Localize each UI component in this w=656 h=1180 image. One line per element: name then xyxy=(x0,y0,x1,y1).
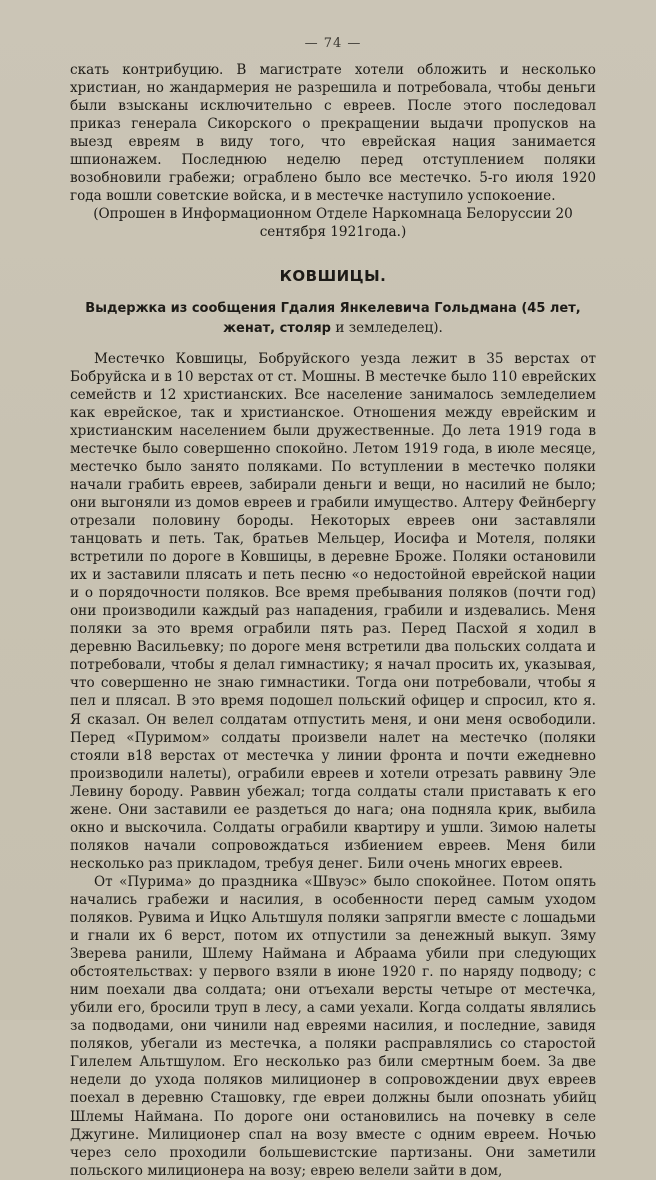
section-heading: КОВШИЦЫ. xyxy=(279,267,387,286)
intro-paragraph: скать контрибуцию. В магистрате хотели обложить и несколько христиан, но жандармерия не разрешила и потребовала, чтобы деньги были взысканы исключительно с евреев. После этого последовал приказ генерала Сикорского о прекращении выдачи пропусков на выезд евреям в виду того, что еврейская нация занимается шпионажем. Последнюю неделю перед отступлением поляки возобновили грабежи; ограблено было все местечко. 5-го июля 1920 года вошли советские войска, и в местечке наступило успокоение. xyxy=(70,62,596,205)
source-note: (Опрошен в Информационном Отделе Наркомнаца Белоруссии 20 сентября 1921года.) xyxy=(93,206,573,241)
subheading-bold: Выдержка из сообщения Гдалия Янкелевича Гольдмана (45 лет, женат, столяр xyxy=(85,301,581,336)
subheading-rest: и земледелец). xyxy=(335,319,443,336)
page-number: — 74 — xyxy=(304,36,362,51)
section-subheading xyxy=(70,299,596,337)
body-paragraph-2: От «Пурима» до праздника «Швуэс» было спокойнее. Потом опять начались грабежи и насилия, в особенности перед самым уходом поляков. Рувима и Ицко Альтшуля поляки запрягли вместе с лошадьми и гнали их 6 верст, потом их отпустили за денежный выкуп. Зяму Зверева ранили, Шлему Наймана и Абраама убили при следующих обстоятельствах: у первого взяли в июне 1920 г. по наряду подводу; с ним поехали два солдата; они отъехали версты четыре от местечка, убили его, бросили труп в лесу, а сами уехали. Когда солдаты являлись за подводами, они чинили над евреями насилия, и последние, завидя поляков, убегали из местечка, а поляки расправлялись со старостой Гилелем Альтшулом. Его несколько раз били смертным боем. За две недели до ухода поляков милиционер в сопровождении двух евреев поехал в деревню Сташовку, где евреи должны были опознать убийц Шлемы Наймана. По дороге они остановились на почевку в селе Джугине. Милиционер спал на возу вместе с одним евреем. Ночью через село проходили большевистские партизаны. Они заметили польского милиционера на возу; еврею велели зайти в дом, xyxy=(70,873,596,1179)
body-paragraph-1: Местечко Ковшицы, Бобруйского уезда лежит в 35 верстах от Бобруйска и в 10 верстах от ст. Мошны. В местечке было 110 еврейских семейств и 12 христианских. Все население занималось земледелием как еврейское, так и христианское. Отношения между еврейским и христианским населением были дружественные. До лета 1919 года в местечке было совершенно спокойно. Летом 1919 года, в июле месяце, местечко было занято поляками. По вступлении в местечко поляки начали грабить евреев, забирали деньги и вещи, но насилий не было; они выгоняли из домов евреев и грабили имущество. Алтеру Фейнбергу отрезали половину бороды. Некоторых евреев они заставляли танцовать и петь. Так, братьев Мельцер, Иосифа и Мотеля, поляки встретили по дороге в Ковшицы, в деревне Броже. Поляки остановили их и заставили плясать и петь песню «о недостойной еврейской нации и о порядочности поляков. Все время пребывания поляков (почти год) они производили каждый раз нападения, грабили и издевались. Меня поляки за это время ограбили пять раз. Перед Пасхой я ходил в деревню Васильевку; по дороге меня встретили два польских солдата и потребовали, чтобы я делал гимнастику; я начал просить их, указывая, что совершенно не знаю гимнастики. Тогда они потребовали, чтобы я пел и плясал. В это время подошел польский офицер и спросил, кто я. Я сказал. Он велел солдатам отпустить меня, и они меня освободили. Перед «Пуримом» солдаты произвели налет на местечко (поляки стояли в18 верстах от местечка у линии фронта и почти ежедневно производили налеты), ограбили евреев и хотели отрезать раввину Эле Левину бороду. Раввин убежал; тогда солдаты стали приставать к его жене. Они заставили ее раздеться до нага; она подняла крик, выбила окно и выскочила. Солдаты ограбили квартиру и ушли. Зимою налеты поляков начали сопровождаться избиением евреев. Меня били несколько раз прикладом, требуя денег. Били очень многих евреев. xyxy=(70,350,596,872)
